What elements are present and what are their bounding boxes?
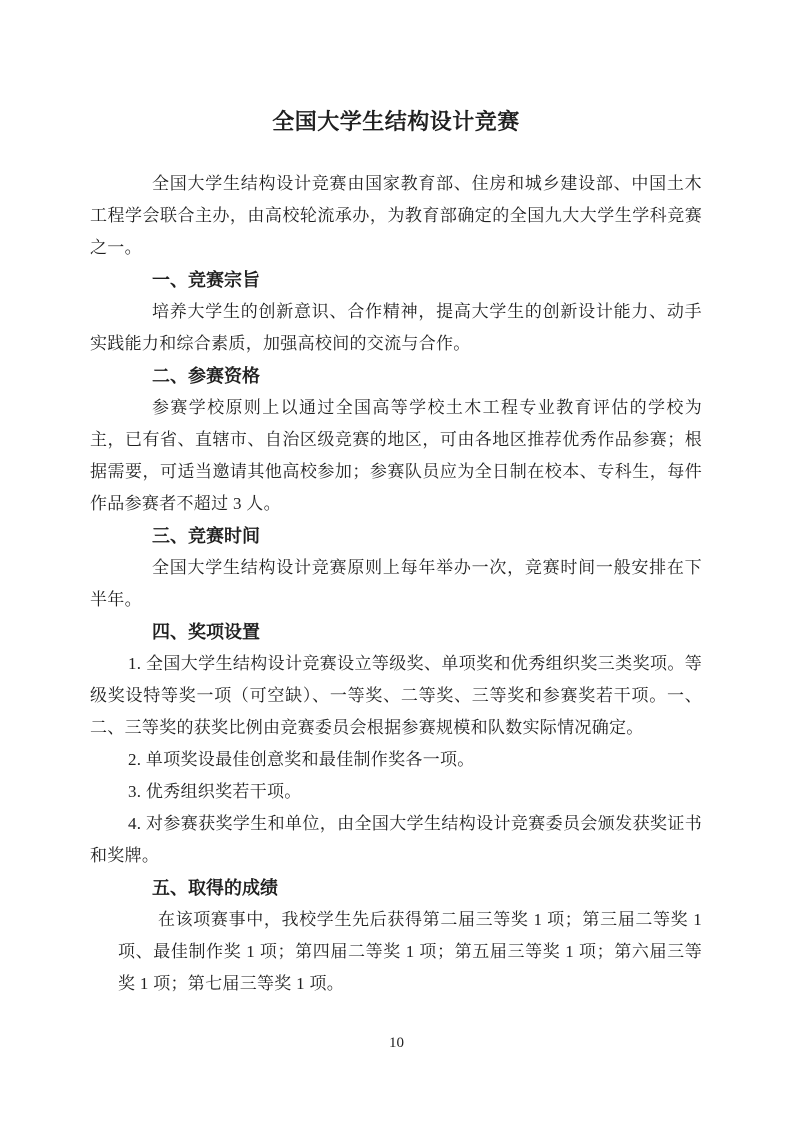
page-number: 10 — [389, 1035, 404, 1051]
section-heading-eligibility: 二、参赛资格 — [152, 366, 260, 386]
section-heading-purpose: 一、竞赛宗旨 — [152, 270, 260, 290]
intro-paragraph: 全国大学生结构设计竞赛由国家教育部、住房和城乡建设部、中国土木工程学会联合主办，由高校轮流承办，为教育部确定的全国九大大学生学科竞赛之一。 — [90, 174, 702, 257]
award-item-3: 3. 优秀组织奖若干项。 — [128, 782, 302, 801]
section-paragraph: 参赛学校原则上以通过全国高等学校土木工程专业教育评估的学校为主，已有省、直辖市、自治区级竞赛的地区，可由各地区推荐优秀作品参赛；根据需要，可适当邀请其他高校参加；参赛队员应为全日制在校本、专科生，每件作品参赛者不超过 3 人。 — [90, 398, 702, 513]
achievements-paragraph: 在该项赛事中，我校学生先后获得第二届三等奖 1 项；第三届二等奖 1 项、最佳制作奖 1 项；第四届二等奖 1 项；第五届三等奖 1 项；第六届三等奖 1 项；第七届三等奖 1 项。 — [118, 910, 702, 993]
award-item-2: 2. 单项奖设最佳创意奖和最佳制作奖各一项。 — [128, 750, 475, 769]
award-item-1: 1. 全国大学生结构设计竞赛设立等级奖、单项奖和优秀组织奖三类奖项。等级奖设特等奖一项（可空缺）、一等奖、二等奖、三等奖和参赛奖若干项。一、二、三等奖的获奖比例由竞赛委员会根据参赛规模和队数实际情况确定。 — [90, 654, 702, 737]
section-paragraph: 全国大学生结构设计竞赛原则上每年举办一次，竞赛时间一般安排在下半年。 — [90, 558, 702, 609]
award-item-4: 4. 对参赛获奖学生和单位，由全国大学生结构设计竞赛委员会颁发获奖证书和奖牌。 — [90, 814, 702, 865]
section-heading-schedule: 三、竞赛时间 — [152, 526, 260, 546]
section-paragraph: 培养大学生的创新意识、合作精神，提高大学生的创新设计能力、动手实践能力和综合素质，加强高校间的交流与合作。 — [90, 302, 702, 353]
section-heading-achievements: 五、取得的成绩 — [152, 878, 278, 898]
section-heading-awards: 四、奖项设置 — [152, 622, 260, 642]
document-title: 全国大学生结构设计竞赛 — [272, 109, 520, 134]
